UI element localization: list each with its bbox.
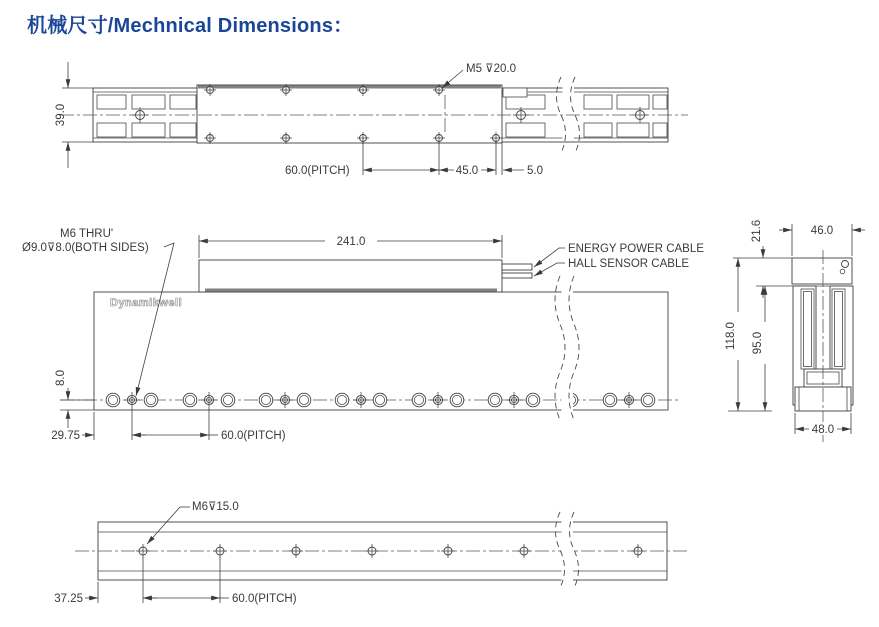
svg-text:8.0: 8.0 [55, 370, 67, 386]
forcer-body [199, 260, 502, 292]
stator-body [94, 292, 668, 410]
svg-text:M6 THRU': M6 THRU' [60, 228, 114, 240]
svg-text:21.6: 21.6 [751, 219, 763, 243]
page-title: 机械尺寸/Mechnical Dimensions： [27, 15, 354, 37]
top-view [55, 62, 688, 177]
hall-sensor-cable-label: HALL SENSOR CABLE [568, 258, 690, 270]
side-view [22, 228, 704, 442]
svg-text:5.0: 5.0 [527, 165, 543, 177]
svg-text:48.0: 48.0 [811, 424, 835, 436]
energy-power-cable-label: ENERGY POWER CABLE [568, 243, 704, 255]
carriage-outline [197, 85, 502, 143]
svg-text:60.0(PITCH): 60.0(PITCH) [232, 593, 297, 605]
dim-pitch-45-5 [285, 141, 543, 177]
svg-text:95.0: 95.0 [752, 331, 764, 355]
cable-labels [534, 243, 704, 276]
dim-118 [725, 258, 743, 411]
dim-29-75-pitch [51, 408, 285, 442]
dim-46 [779, 224, 865, 256]
break-gap [562, 284, 574, 416]
svg-text:29.75: 29.75 [51, 430, 80, 442]
svg-text:45.0: 45.0 [455, 165, 479, 177]
svg-text:60.0(PITCH): 60.0(PITCH) [285, 165, 350, 177]
hall-cable [502, 273, 532, 278]
dim-241 [199, 234, 502, 258]
svg-text:37.25: 37.25 [54, 593, 83, 605]
brand-logo: Dynamikwell [110, 297, 183, 309]
m5-callout-label: M5 ⊽20.0 [466, 63, 516, 75]
dim-21-6 [733, 220, 792, 298]
svg-text:Ø9.0⊽8.0(BOTH SIDES): Ø9.0⊽8.0(BOTH SIDES) [22, 242, 149, 254]
bottom-view [54, 501, 690, 605]
break-gap [563, 85, 575, 141]
svg-text:241.0: 241.0 [336, 236, 366, 248]
end-view [725, 220, 865, 442]
svg-text:60.0(PITCH): 60.0(PITCH) [221, 430, 286, 442]
dim-95 [752, 286, 771, 411]
svg-text:39.0: 39.0 [55, 103, 67, 127]
dim-8 [55, 370, 94, 428]
break-gap [562, 518, 574, 582]
svg-text:46.0: 46.0 [810, 225, 834, 237]
power-cable [502, 264, 532, 270]
svg-text:M6⊽15.0: M6⊽15.0 [192, 501, 239, 513]
svg-text:118.0: 118.0 [725, 322, 737, 350]
